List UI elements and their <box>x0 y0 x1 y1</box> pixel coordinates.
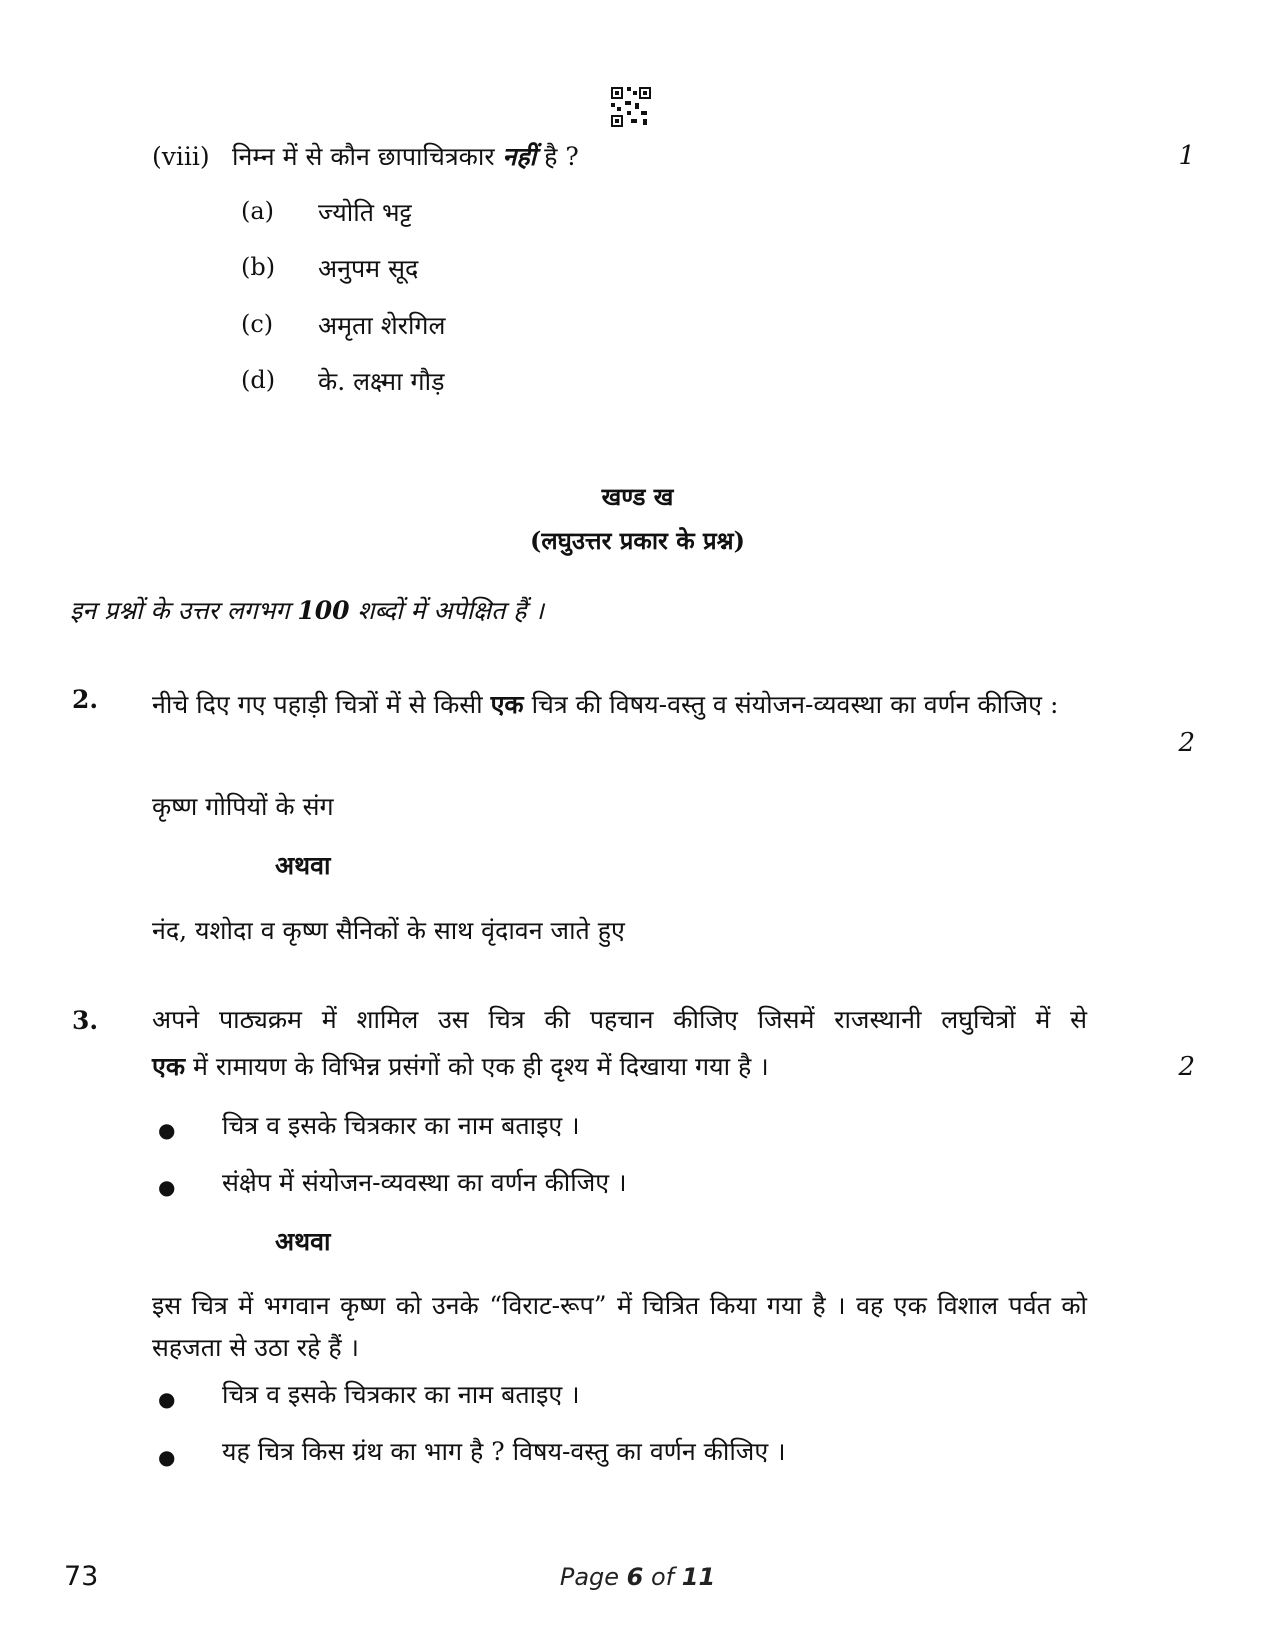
question-text-part: में रामायण के विभिन्न प्रसंगों को एक ही दृश्य में दिखाया गया है । <box>185 1052 769 1081</box>
question-text-part: नीचे दिए गए पहाड़ी चित्रों में से किसी <box>152 690 491 719</box>
bullet-icon: ● <box>158 1118 176 1142</box>
question-text: अपने पाठ्यक्रम में शामिल उस चित्र की पहचान कीजिए जिसमें राजस्थानी लघुचित्रों में से <box>152 1005 1087 1034</box>
question-text <box>152 1050 769 1084</box>
paper-code: 73 <box>64 1561 99 1592</box>
question-bold: एक <box>490 690 524 719</box>
option-text: कृष्ण गोपियों के संग <box>152 792 334 821</box>
bullet-icon: ● <box>158 1175 176 1199</box>
question-number: 3. <box>72 1006 99 1035</box>
marks: 2 <box>1178 1052 1195 1082</box>
qr-code-icon <box>611 87 651 127</box>
marks: 2 <box>1178 728 1195 758</box>
question-text: इस चित्र में भगवान कृष्ण को उनके “विराट-रूप” में चित्रित किया गया है । वह एक विशाल पर्वत को सहजता से उठा रहे हैं । <box>152 1291 1087 1362</box>
question-emphasis: नहीं <box>502 142 537 171</box>
question-number: (viii) <box>152 142 210 171</box>
option-text: के. लक्ष्मा गौड़ <box>318 367 445 396</box>
option-label: (c) <box>241 310 274 338</box>
option-text: नंद, यशोदा व कृष्ण सैनिकों के साथ वृंदावन जाते हुए <box>152 916 625 945</box>
marks: 1 <box>1178 141 1195 171</box>
question-text <box>232 140 579 174</box>
option-label: (a) <box>241 197 275 225</box>
section-subtitle: (लघुउत्तर प्रकार के प्रश्न) <box>530 526 745 555</box>
section-title: खण्ड ख <box>601 482 674 511</box>
question-bold: एक <box>152 1052 186 1081</box>
page-number <box>0 1563 1275 1591</box>
instruction-number: 100 <box>297 596 350 625</box>
page-mid: of <box>643 1563 682 1591</box>
page-prefix: Page <box>559 1563 627 1591</box>
option-text: ज्योति भट्ट <box>318 198 412 227</box>
instruction-part: शब्दों में अपेक्षित हैं । <box>349 596 544 625</box>
question-text <box>152 682 1087 727</box>
question-text-part: चित्र की विषय-वस्तु व संयोजन-व्यवस्था का वर्णन कीजिए : <box>523 690 1059 719</box>
or-label: अथवा <box>275 851 331 880</box>
list-item: संक्षेप में संयोजन-व्यवस्था का वर्णन कीजिए । <box>222 1168 627 1197</box>
bullet-icon: ● <box>158 1387 176 1411</box>
question-number: 2. <box>72 685 99 714</box>
option-label: (d) <box>241 366 276 394</box>
question-text-part: निम्न में से कौन छापाचित्रकार <box>232 142 503 171</box>
list-item: चित्र व इसके चित्रकार का नाम बताइए । <box>222 1111 580 1140</box>
instruction-part: इन प्रश्नों के उत्तर लगभग <box>70 596 298 625</box>
question-text-part: है ? <box>536 142 579 171</box>
bullet-icon: ● <box>158 1445 176 1469</box>
option-label: (b) <box>241 253 276 281</box>
page-current: 6 <box>626 1563 644 1591</box>
or-label: अथवा <box>275 1227 331 1256</box>
option-text: अनुपम सूद <box>318 254 419 283</box>
list-item: चित्र व इसके चित्रकार का नाम बताइए । <box>222 1380 580 1409</box>
page-total: 11 <box>681 1563 716 1591</box>
section-instruction <box>70 594 544 628</box>
list-item: यह चित्र किस ग्रंथ का भाग है ? विषय-वस्तु का वर्णन कीजिए । <box>222 1437 786 1466</box>
option-text: अमृता शेरगिल <box>318 311 446 340</box>
